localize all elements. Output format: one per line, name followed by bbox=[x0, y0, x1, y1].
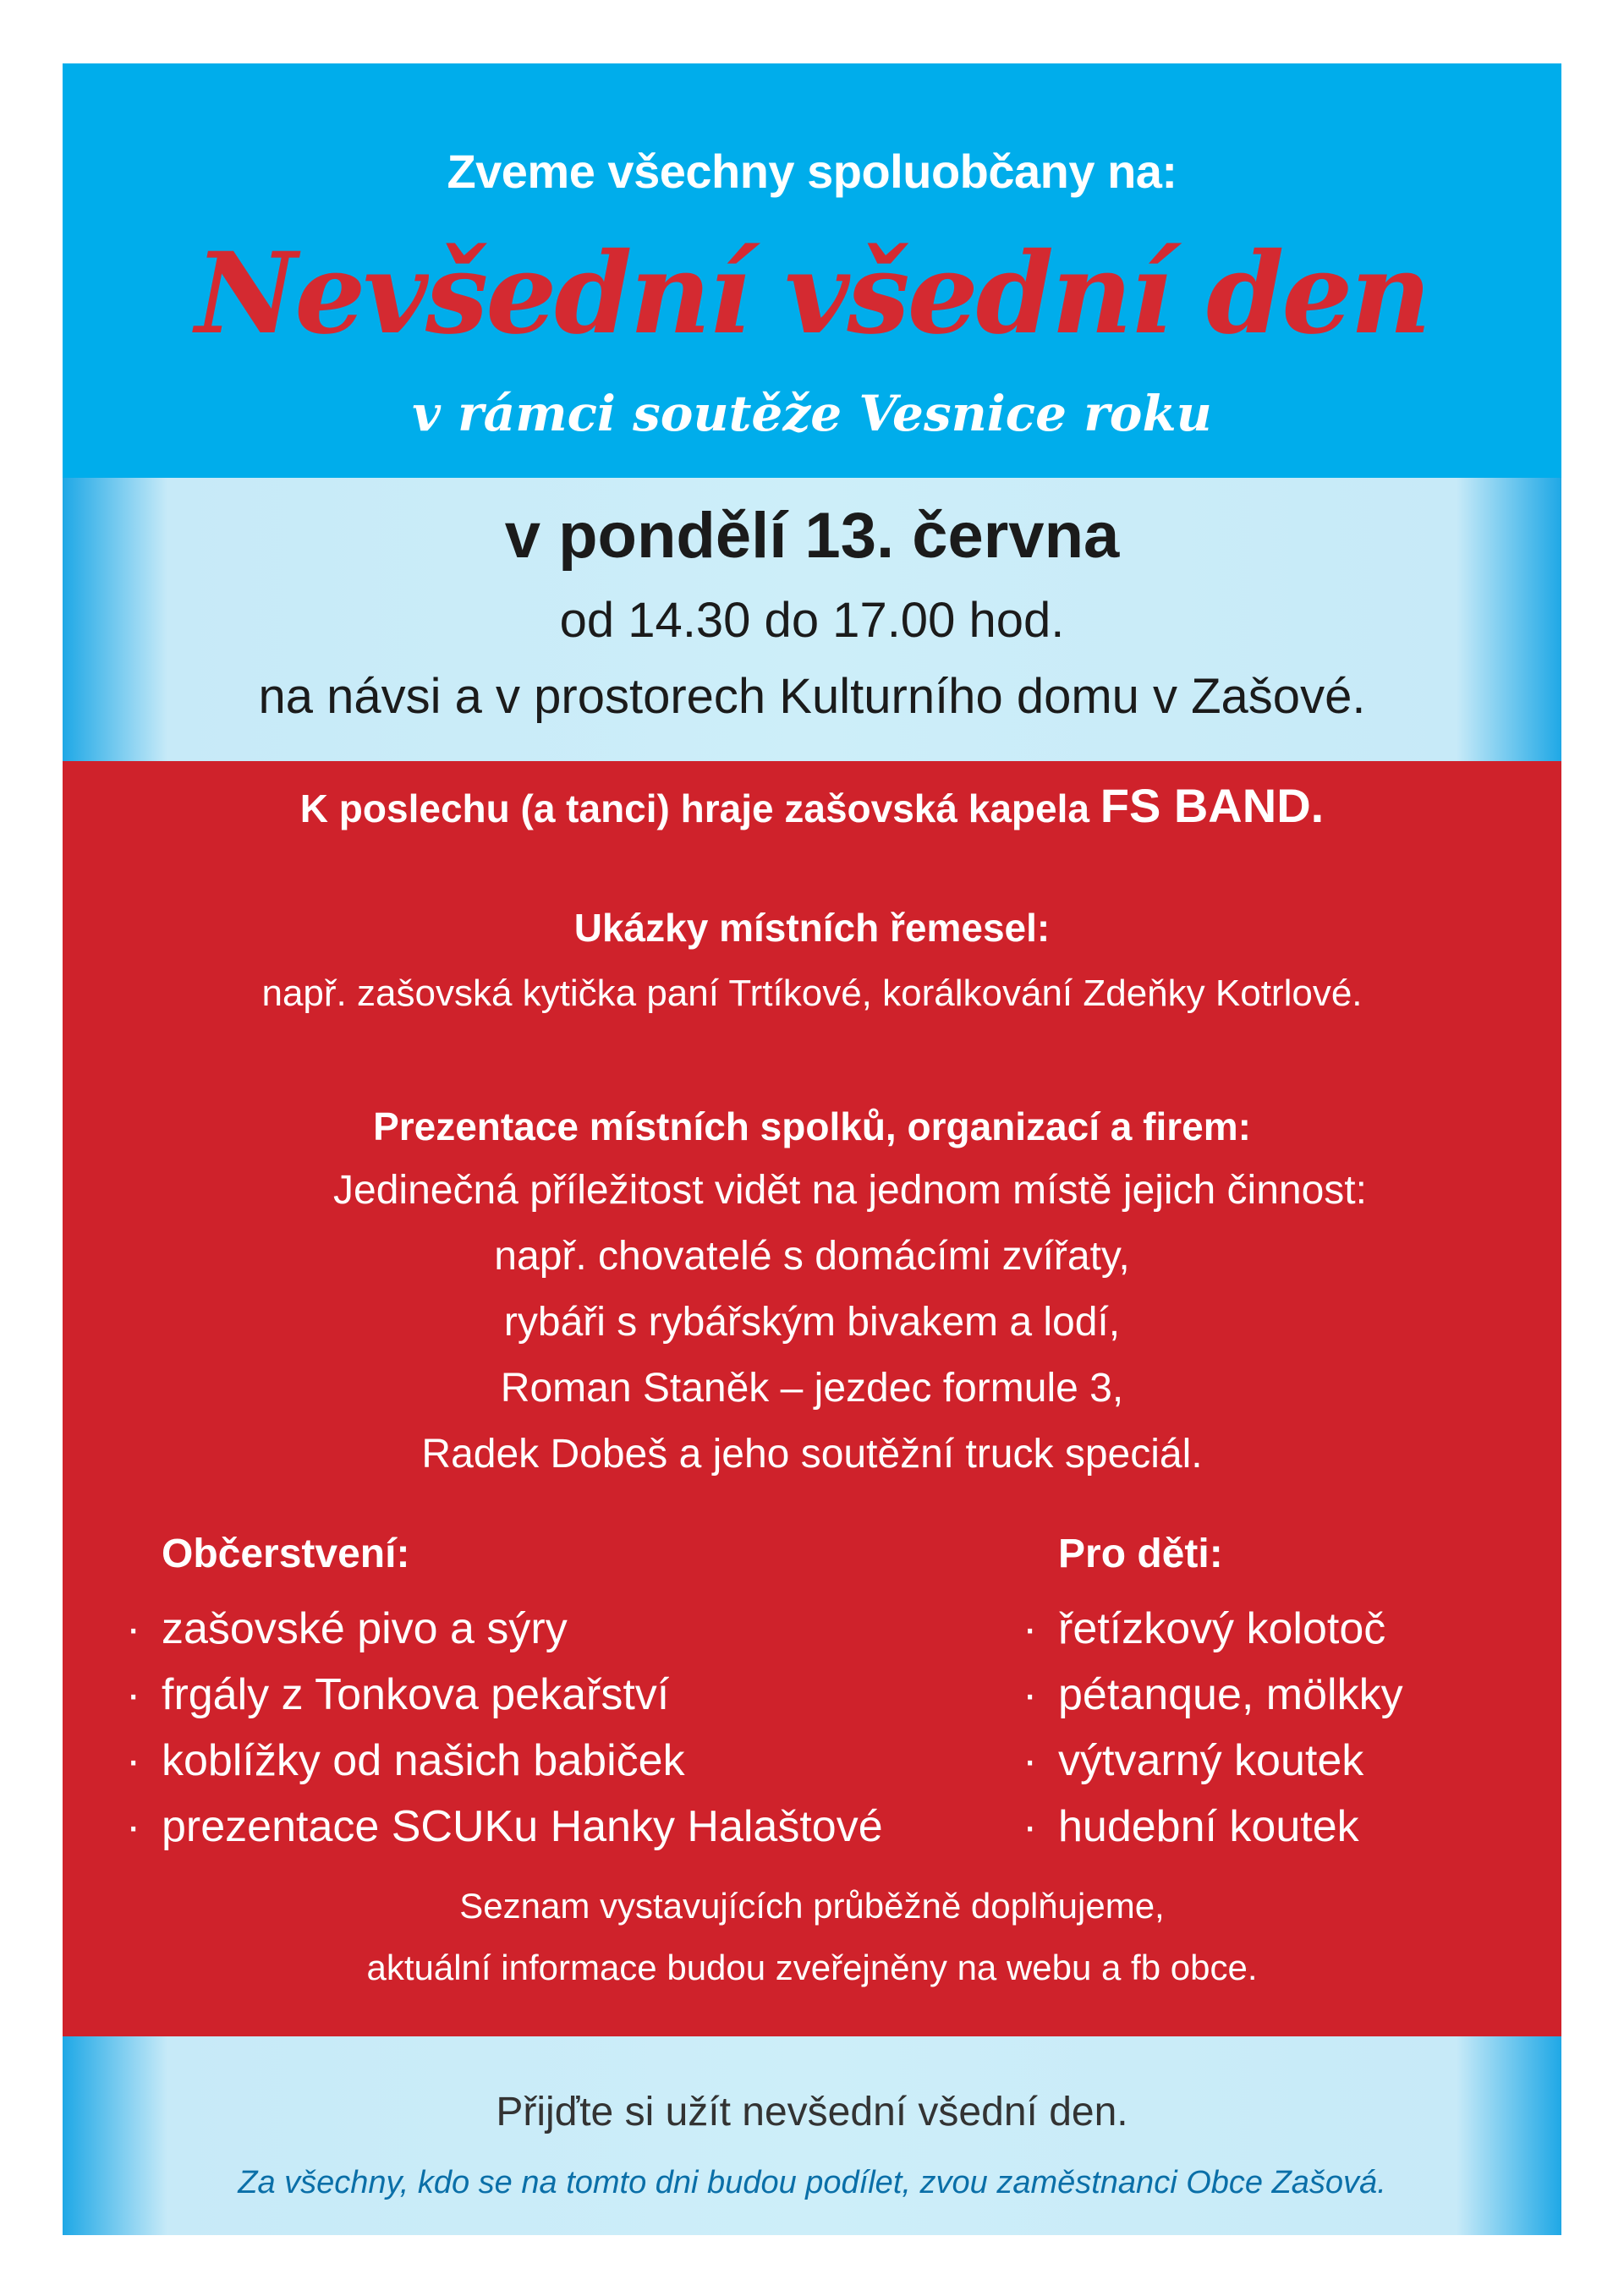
list-item: · zašovské pivo a sýry bbox=[126, 1596, 883, 1662]
music-band-text: K poslechu (a tanci) hraje zašovská kapela bbox=[299, 786, 1089, 830]
presentation-heading: Prezentace místních spolků, organizací a firem: bbox=[373, 1104, 1251, 1148]
closing-line: Přijďte si užít nevšední všední den. bbox=[496, 2090, 1128, 2134]
presentation-line: Radek Dobeš a jeho soutěžní truck speciál. bbox=[421, 1432, 1203, 1477]
refreshments-column bbox=[126, 1531, 883, 1860]
kids-list bbox=[1023, 1596, 1403, 1860]
event-place: na návsi a v prostorech Kulturního domu v Zašové. bbox=[258, 669, 1366, 724]
list-item: · prezentace SCUKu Hanky Halaštové bbox=[126, 1794, 883, 1860]
music-band-line bbox=[63, 778, 1561, 833]
list-item: · řetízkový kolotoč bbox=[1023, 1596, 1403, 1662]
crafts-text: např. zašovská kytička paní Trtíkové, korálkování Zdeňky Kotrlové. bbox=[261, 973, 1363, 1014]
presentation-line: Roman Staněk – jezdec formule 3, bbox=[500, 1366, 1124, 1411]
presentation-line: např. chovatelé s domácími zvířaty, bbox=[494, 1234, 1130, 1279]
presentation-line: rybáři s rybářským bivakem a lodí, bbox=[503, 1300, 1121, 1345]
exhibitors-note: Seznam vystavujících průběžně doplňujeme, bbox=[459, 1886, 1165, 1926]
event-time: od 14.30 do 17.00 hod. bbox=[559, 593, 1065, 648]
list-item: · výtvarný koutek bbox=[1023, 1728, 1403, 1794]
poster-subtitle: v rámci soutěže Vesnice roku bbox=[412, 385, 1212, 442]
list-item: · frgály z Tonkova pekařství bbox=[126, 1662, 883, 1728]
event-date: v pondělí 13. června bbox=[504, 500, 1120, 572]
refreshments-heading: Občerstvení: bbox=[162, 1532, 410, 1576]
poster-title: Nevšední všední den bbox=[195, 228, 1429, 359]
presentation-line: Jedinečná příležitost vidět na jednom místě jejich činnost: bbox=[333, 1168, 1367, 1213]
list-item: · hudební koutek bbox=[1023, 1794, 1403, 1860]
list-item: · koblížky od našich babiček bbox=[126, 1728, 883, 1794]
kids-column bbox=[1023, 1531, 1403, 1860]
updates-note: aktuální informace budou zveřejněny na webu a fb obce. bbox=[366, 1948, 1258, 1987]
footer-band bbox=[63, 2036, 1561, 2235]
organizer-line: Za všechny, kdo se na tomto dni budou podílet, zvou zaměstnanci Obce Zašová. bbox=[238, 2165, 1386, 2200]
event-poster bbox=[63, 63, 1561, 2235]
invitation-line: Zveme všechny spoluobčany na: bbox=[447, 145, 1177, 198]
refreshments-list bbox=[126, 1596, 883, 1860]
kids-heading: Pro děti: bbox=[1058, 1532, 1223, 1576]
crafts-heading: Ukázky místních řemesel: bbox=[573, 906, 1051, 950]
list-item: · pétanque, mölkky bbox=[1023, 1662, 1403, 1728]
music-band-name: FS BAND. bbox=[1100, 779, 1325, 832]
